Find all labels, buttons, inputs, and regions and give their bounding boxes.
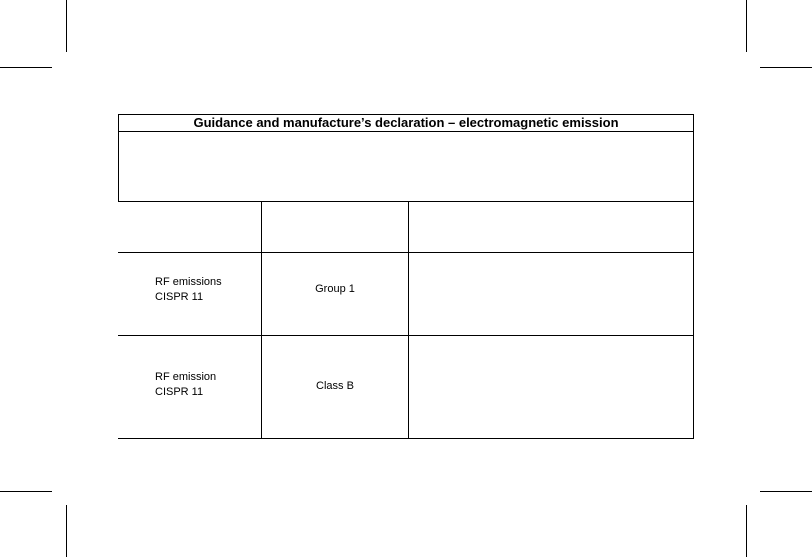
row2-compliance: Class B	[316, 380, 354, 392]
row2-test-line1: RF emission	[155, 371, 217, 383]
crop-mark-bottom-left-horizontal	[0, 491, 52, 492]
crop-mark-top-right-vertical	[746, 0, 747, 52]
table-title: Guidance and manufacture’s declaration – electromagnetic emission	[193, 115, 619, 130]
row1-compliance: Group 1	[315, 283, 355, 295]
crop-mark-top-left-vertical	[66, 0, 67, 52]
table-bottom-border	[118, 438, 694, 439]
column-divider-1	[261, 201, 262, 439]
crop-mark-top-right-horizontal	[760, 67, 812, 68]
row1-emissions-test	[155, 275, 222, 305]
row2-test-line2: CISPR 11	[155, 386, 204, 398]
row1-test-line2: CISPR 11	[155, 291, 204, 303]
emission-declaration-table	[118, 114, 694, 440]
table-right-border	[693, 114, 694, 439]
intro-row-divider	[118, 201, 694, 202]
header-row-divider	[118, 252, 694, 253]
row1-divider	[118, 335, 694, 336]
row2-emissions-test	[155, 370, 216, 400]
crop-mark-bottom-right-vertical	[746, 505, 747, 557]
crop-mark-bottom-right-horizontal	[760, 491, 812, 492]
row1-test-line1: RF emissions	[155, 276, 222, 288]
column-divider-2	[408, 201, 409, 439]
crop-mark-bottom-left-vertical	[66, 505, 67, 557]
title-row-divider	[118, 131, 694, 132]
crop-mark-top-left-horizontal	[0, 67, 52, 68]
